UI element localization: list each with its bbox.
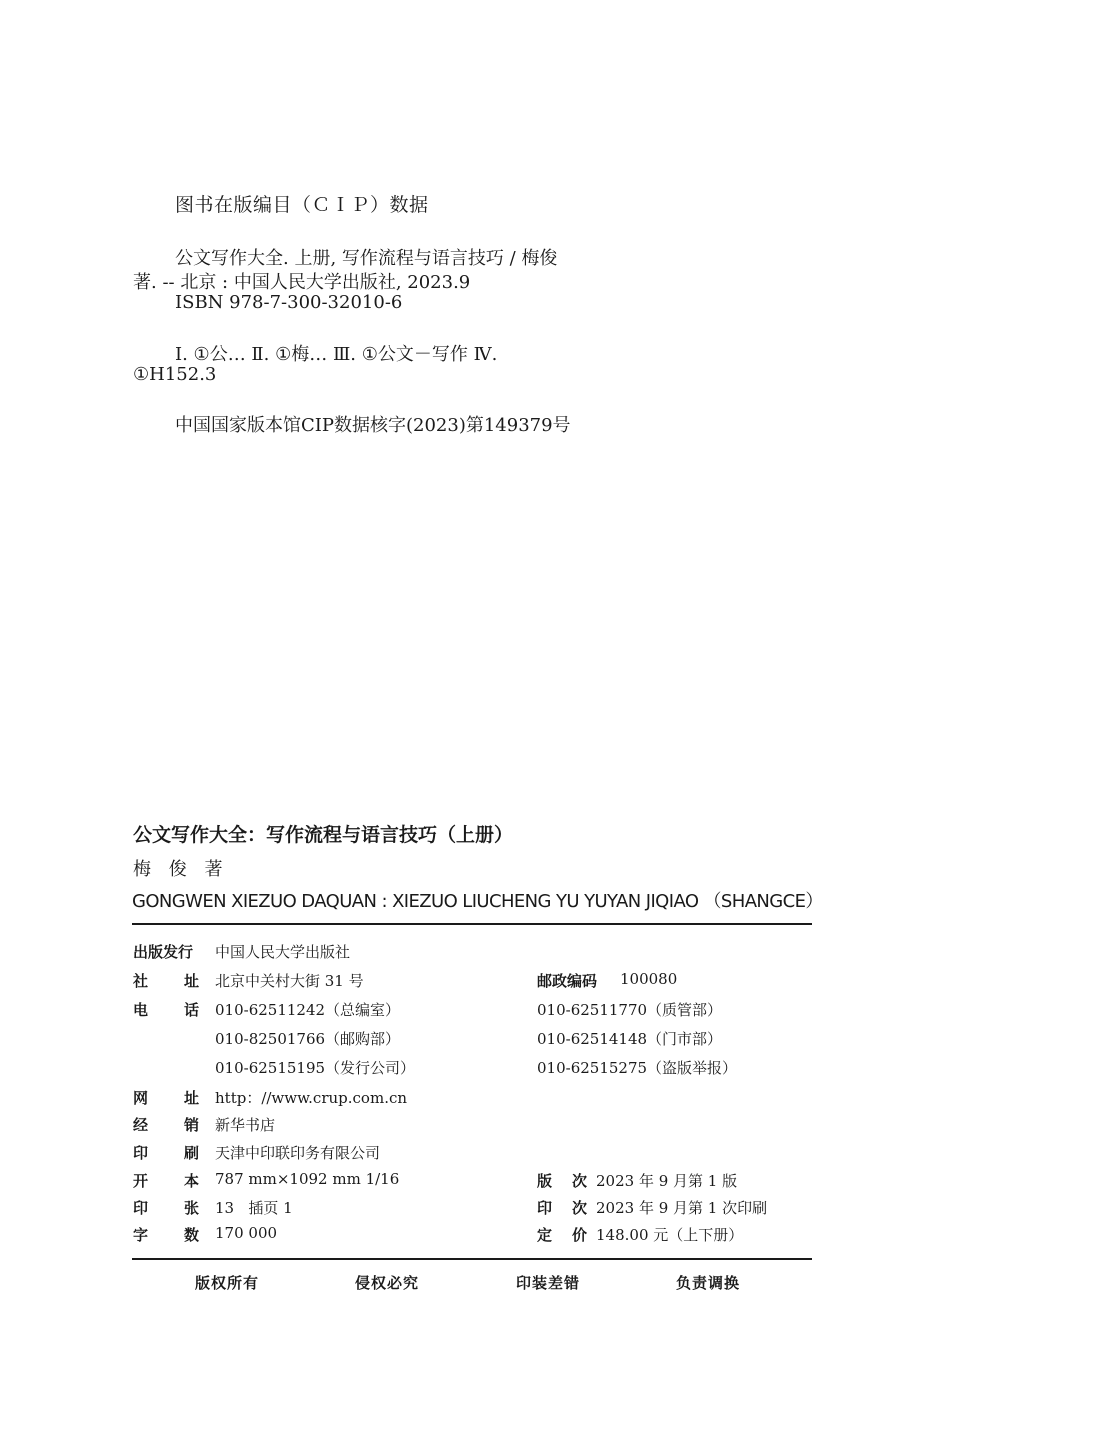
edition-label: 版 次 <box>537 1172 587 1190</box>
book-title-pinyin: GONGWEN XIEZUO DAQUAN : XIEZUO LIUCHENG YU YUYAN JIQIAO （SHANGCE） <box>132 891 823 912</box>
rights-all-reserved: 版权所有 <box>195 1274 260 1292</box>
distributor-value: 新华书店 <box>215 1116 276 1134</box>
cip-record-number: 中国国家版本馆CIP数据核字(2023)第149379号 <box>175 415 571 436</box>
colophon-bottom-rule <box>132 1258 812 1260</box>
publisher-value: 中国人民大学出版社 <box>215 943 351 961</box>
address-value: 北京中关村大街 31 号 <box>215 972 364 990</box>
cip-heading: 图书在版编目（ＣＩＰ）数据 <box>175 194 429 216</box>
rights-print-errors: 印装差错 <box>516 1274 581 1292</box>
format-value: 787 mm×1092 mm 1/16 <box>215 1170 400 1188</box>
printer-value: 天津中印联印务有限公司 <box>215 1144 381 1162</box>
cip-title-line: 公文写作大全. 上册, 写作流程与语言技巧 / 梅俊 <box>175 248 558 269</box>
cip-classification-number: ①H152.3 <box>133 364 217 385</box>
phone-distribution: 010-62515195（发行公司） <box>215 1059 416 1077</box>
phone-editorial: 010-62511242（总编室） <box>215 1001 401 1019</box>
impression-label: 印 次 <box>537 1199 587 1217</box>
book-author: 梅 俊 著 <box>133 859 229 880</box>
publisher-label: 出版发行 <box>133 943 194 961</box>
printer-label: 印 刷 <box>133 1144 199 1162</box>
rights-infringement: 侵权必究 <box>355 1274 420 1292</box>
price-value: 148.00 元（上下册） <box>596 1226 744 1244</box>
postcode-label: 邮政编码 <box>537 972 598 990</box>
colophon-top-rule <box>132 923 812 925</box>
phone-label: 电 话 <box>133 1001 199 1019</box>
edition-value: 2023 年 9 月第 1 版 <box>596 1172 738 1190</box>
impression-value: 2023 年 9 月第 1 次印刷 <box>596 1199 768 1217</box>
book-title-chinese: 公文写作大全：写作流程与语言技巧（上册） <box>133 824 514 846</box>
cip-classification-line: Ⅰ. ①公… Ⅱ. ①梅… Ⅲ. ①公文－写作 Ⅳ. <box>175 344 498 365</box>
cip-isbn-line: ISBN 978-7-300-32010-6 <box>175 292 403 313</box>
postcode-value: 100080 <box>620 970 678 988</box>
phone-piracy-report: 010-62515275（盗版举报） <box>537 1059 738 1077</box>
sheets-value: 13 插页 1 <box>215 1199 293 1217</box>
wordcount-value: 170 000 <box>215 1224 278 1242</box>
cip-publisher-line: 著. -- 北京 : 中国人民大学出版社, 2023.9 <box>133 272 471 293</box>
phone-store: 010-62514148（门市部） <box>537 1030 723 1048</box>
rights-exchange: 负责调换 <box>676 1274 741 1292</box>
address-label: 社 址 <box>133 972 199 990</box>
price-label: 定 价 <box>537 1226 587 1244</box>
distributor-label: 经 销 <box>133 1116 199 1134</box>
website-link[interactable]: http：//www.crup.com.cn <box>215 1089 408 1107</box>
sheets-label: 印 张 <box>133 1199 199 1217</box>
website-label: 网 址 <box>133 1089 199 1107</box>
phone-mail-order: 010-82501766（邮购部） <box>215 1030 401 1048</box>
phone-quality: 010-62511770（质管部） <box>537 1001 723 1019</box>
format-label: 开 本 <box>133 1172 199 1190</box>
wordcount-label: 字 数 <box>133 1226 199 1244</box>
